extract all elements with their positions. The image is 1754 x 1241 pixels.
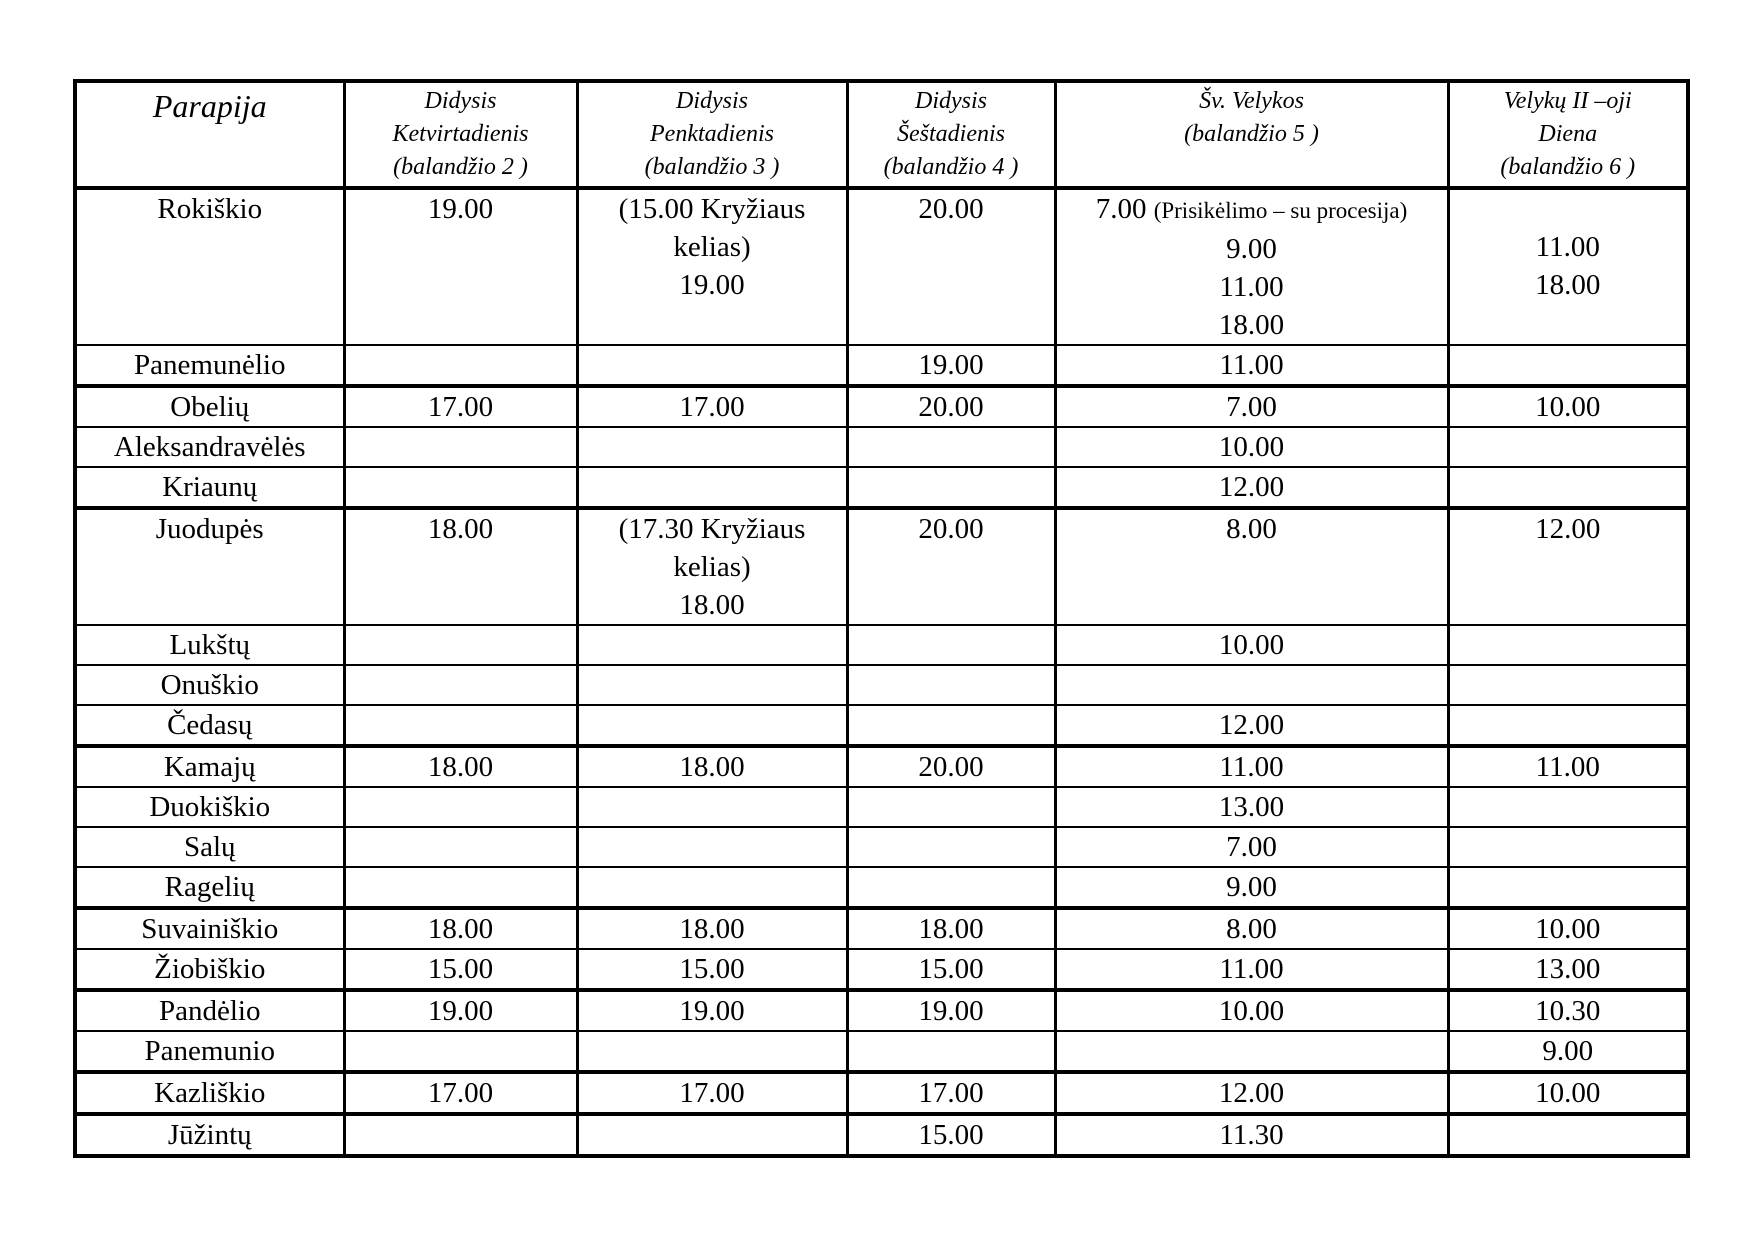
header-easter-monday: [1448, 81, 1688, 188]
table-row: [75, 1031, 1688, 1072]
header-line: Diena: [1538, 121, 1598, 147]
easter-cell: 13.00: [1055, 787, 1448, 827]
thursday-cell: [344, 705, 577, 746]
thursday-cell: [344, 427, 577, 467]
easter-cell: [1055, 1031, 1448, 1072]
table-row: [75, 625, 1688, 665]
saturday-cell: 20.00: [847, 386, 1055, 427]
header-holy-saturday: [847, 81, 1055, 188]
easter-monday-cell: [1448, 827, 1688, 867]
parish-cell: Juodupės: [75, 508, 344, 625]
saturday-cell: [847, 625, 1055, 665]
easter-monday-cell: 10.30: [1448, 990, 1688, 1031]
easter-cell: 11.00: [1055, 746, 1448, 787]
cell-line: 18.00: [1218, 309, 1285, 341]
header-line: Ketvirtadienis: [392, 121, 529, 147]
saturday-cell: 20.00: [847, 508, 1055, 625]
thursday-cell: [344, 625, 577, 665]
easter-cell: 10.00: [1055, 427, 1448, 467]
friday-cell: 17.00: [577, 386, 847, 427]
saturday-cell: 15.00: [847, 1114, 1055, 1156]
easter-monday-cell: 13.00: [1448, 949, 1688, 990]
easter-monday-cell: 11.00: [1448, 746, 1688, 787]
easter-monday-cell: [1448, 705, 1688, 746]
parish-cell: Panemunėlio: [75, 345, 344, 386]
easter-monday-cell: [1448, 427, 1688, 467]
thursday-cell: [344, 867, 577, 908]
table-row: [75, 665, 1688, 705]
thursday-cell: [344, 827, 577, 867]
table-row: [75, 705, 1688, 746]
easter-monday-cell: [1448, 467, 1688, 508]
easter-cell: 8.00: [1055, 508, 1448, 625]
saturday-cell: 17.00: [847, 1072, 1055, 1114]
cell-line: [1057, 190, 1447, 230]
saturday-cell: [847, 705, 1055, 746]
thursday-cell: 15.00: [344, 949, 577, 990]
header-line: Didysis: [424, 88, 497, 114]
easter-monday-cell: 10.00: [1448, 908, 1688, 949]
table-row: [75, 427, 1688, 467]
easter-cell: 12.00: [1055, 1072, 1448, 1114]
friday-cell: [577, 665, 847, 705]
parish-cell: Pandėlio: [75, 990, 344, 1031]
thursday-cell: 18.00: [344, 746, 577, 787]
table-row: [75, 949, 1688, 990]
saturday-cell: [847, 1031, 1055, 1072]
mass-time: 7.00: [1095, 193, 1147, 225]
easter-monday-cell: 10.00: [1448, 386, 1688, 427]
header-line: Didysis: [915, 88, 987, 114]
friday-cell: [577, 827, 847, 867]
procession-note: (Prisikėlimo – su procesija): [1153, 198, 1408, 223]
table-row: [75, 508, 1688, 625]
saturday-cell: 20.00: [847, 188, 1055, 345]
thursday-cell: [344, 1114, 577, 1156]
friday-cell: [577, 345, 847, 386]
thursday-cell: [344, 787, 577, 827]
easter-monday-cell: [1448, 1114, 1688, 1156]
header-line: Penktadienis: [650, 121, 774, 147]
header-line: Velykų II –oji: [1503, 88, 1632, 114]
saturday-cell: 15.00: [847, 949, 1055, 990]
cell-line: 11.00: [1219, 271, 1284, 303]
cell-line: (15.00 Kryžiaus: [618, 193, 806, 225]
table-row: [75, 867, 1688, 908]
table-row: [75, 990, 1688, 1031]
parish-cell: Suvainiškio: [75, 908, 344, 949]
parish-cell: Jūžintų: [75, 1114, 344, 1156]
easter-monday-cell: 11.00 18.00: [1448, 188, 1688, 345]
header-easter: [1055, 81, 1448, 188]
friday-cell: 17.00: [577, 1072, 847, 1114]
easter-monday-cell: [1448, 867, 1688, 908]
easter-cell: [1055, 665, 1448, 705]
friday-cell: 18.00: [577, 746, 847, 787]
easter-cell: 8.00: [1055, 908, 1448, 949]
saturday-cell: [847, 665, 1055, 705]
cell-line: kelias): [673, 231, 751, 263]
thursday-cell: [344, 1031, 577, 1072]
header-line: (balandžio 4 ): [883, 154, 1019, 180]
parish-cell: Ragelių: [75, 867, 344, 908]
table-row: [75, 1072, 1688, 1114]
parish-cell: Salų: [75, 827, 344, 867]
saturday-cell: [847, 787, 1055, 827]
cell-line: 18.00: [679, 589, 745, 621]
saturday-cell: [847, 427, 1055, 467]
parish-cell: Žiobiškio: [75, 949, 344, 990]
table-row: [75, 787, 1688, 827]
header-line: (balandžio 3 ): [644, 154, 780, 180]
easter-cell: 11.00: [1055, 345, 1448, 386]
parish-cell: Kriaunų: [75, 467, 344, 508]
table-row: [75, 908, 1688, 949]
saturday-cell: [847, 867, 1055, 908]
table-row: [75, 345, 1688, 386]
thursday-cell: [344, 467, 577, 508]
thursday-cell: 18.00: [344, 908, 577, 949]
header-good-friday: [577, 81, 847, 188]
table-row: [75, 386, 1688, 427]
cell-line: 19.00: [679, 269, 745, 301]
saturday-cell: 20.00: [847, 746, 1055, 787]
saturday-cell: 19.00: [847, 345, 1055, 386]
parish-cell: Lukštų: [75, 625, 344, 665]
friday-cell: 18.00: [577, 908, 847, 949]
thursday-cell: 18.00: [344, 508, 577, 625]
easter-cell: 12.00: [1055, 467, 1448, 508]
parish-cell: Panemunio: [75, 1031, 344, 1072]
cell-line: kelias): [673, 551, 751, 583]
table-row: [75, 827, 1688, 867]
saturday-cell: 19.00: [847, 990, 1055, 1031]
easter-cell: 10.00: [1055, 990, 1448, 1031]
schedule-table: [73, 79, 1690, 1158]
thursday-cell: [344, 665, 577, 705]
parish-cell: Obelių: [75, 386, 344, 427]
thursday-cell: [344, 345, 577, 386]
friday-cell: [577, 787, 847, 827]
header-line: (balandžio 5 ): [1184, 121, 1319, 147]
easter-cell: 11.00: [1055, 949, 1448, 990]
thursday-cell: 19.00: [344, 990, 577, 1031]
easter-cell: 7.00: [1055, 827, 1448, 867]
header-line: Parapija: [152, 88, 267, 124]
easter-monday-cell: [1448, 665, 1688, 705]
friday-cell: [577, 705, 847, 746]
thursday-cell: 17.00: [344, 386, 577, 427]
parish-cell: Kazliškio: [75, 1072, 344, 1114]
easter-monday-cell: [1448, 625, 1688, 665]
friday-cell: 19.00: [577, 990, 847, 1031]
easter-cell: 9.00: [1055, 867, 1448, 908]
friday-cell: [577, 467, 847, 508]
parish-cell: Duokiškio: [75, 787, 344, 827]
parish-cell: Aleksandravėlės: [75, 427, 344, 467]
easter-cell: 12.00: [1055, 705, 1448, 746]
friday-cell: [577, 625, 847, 665]
easter-cell: 10.00: [1055, 625, 1448, 665]
header-holy-thursday: [344, 81, 577, 188]
parish-cell: Onuškio: [75, 665, 344, 705]
header-line: (balandžio 6 ): [1500, 154, 1636, 180]
friday-cell: [577, 867, 847, 908]
thursday-cell: 19.00: [344, 188, 577, 345]
friday-cell: [577, 427, 847, 467]
saturday-cell: [847, 827, 1055, 867]
easter-cell: 11.30: [1055, 1114, 1448, 1156]
saturday-cell: [847, 467, 1055, 508]
easter-monday-cell: 12.00: [1448, 508, 1688, 625]
easter-monday-cell: 10.00: [1448, 1072, 1688, 1114]
table-row: [75, 746, 1688, 787]
easter-monday-cell: 9.00: [1448, 1031, 1688, 1072]
table-row: [75, 467, 1688, 508]
table-header-row: [75, 81, 1688, 188]
friday-cell: [577, 1031, 847, 1072]
cell-line: 9.00: [1226, 233, 1277, 265]
parish-cell: Čedasų: [75, 705, 344, 746]
saturday-cell: 18.00: [847, 908, 1055, 949]
header-line: Šv. Velykos: [1199, 88, 1304, 114]
thursday-cell: 17.00: [344, 1072, 577, 1114]
table-body: [75, 188, 1688, 1156]
friday-cell: [577, 508, 847, 625]
friday-cell: 15.00: [577, 949, 847, 990]
header-line: Didysis: [676, 88, 748, 114]
table-row: [75, 188, 1688, 345]
friday-cell: [577, 188, 847, 345]
header-line: (balandžio 2 ): [393, 154, 528, 180]
header-parish: [75, 81, 344, 188]
easter-cell: 7.00: [1055, 386, 1448, 427]
parish-cell: Rokiškio: [75, 188, 344, 345]
easter-cell: [1055, 188, 1448, 345]
easter-monday-cell: [1448, 345, 1688, 386]
cell-line: (17.30 Kryžiaus: [618, 513, 806, 545]
header-line: Šeštadienis: [897, 121, 1005, 147]
table-row: [75, 1114, 1688, 1156]
friday-cell: [577, 1114, 847, 1156]
parish-cell: Kamajų: [75, 746, 344, 787]
easter-monday-cell: [1448, 787, 1688, 827]
